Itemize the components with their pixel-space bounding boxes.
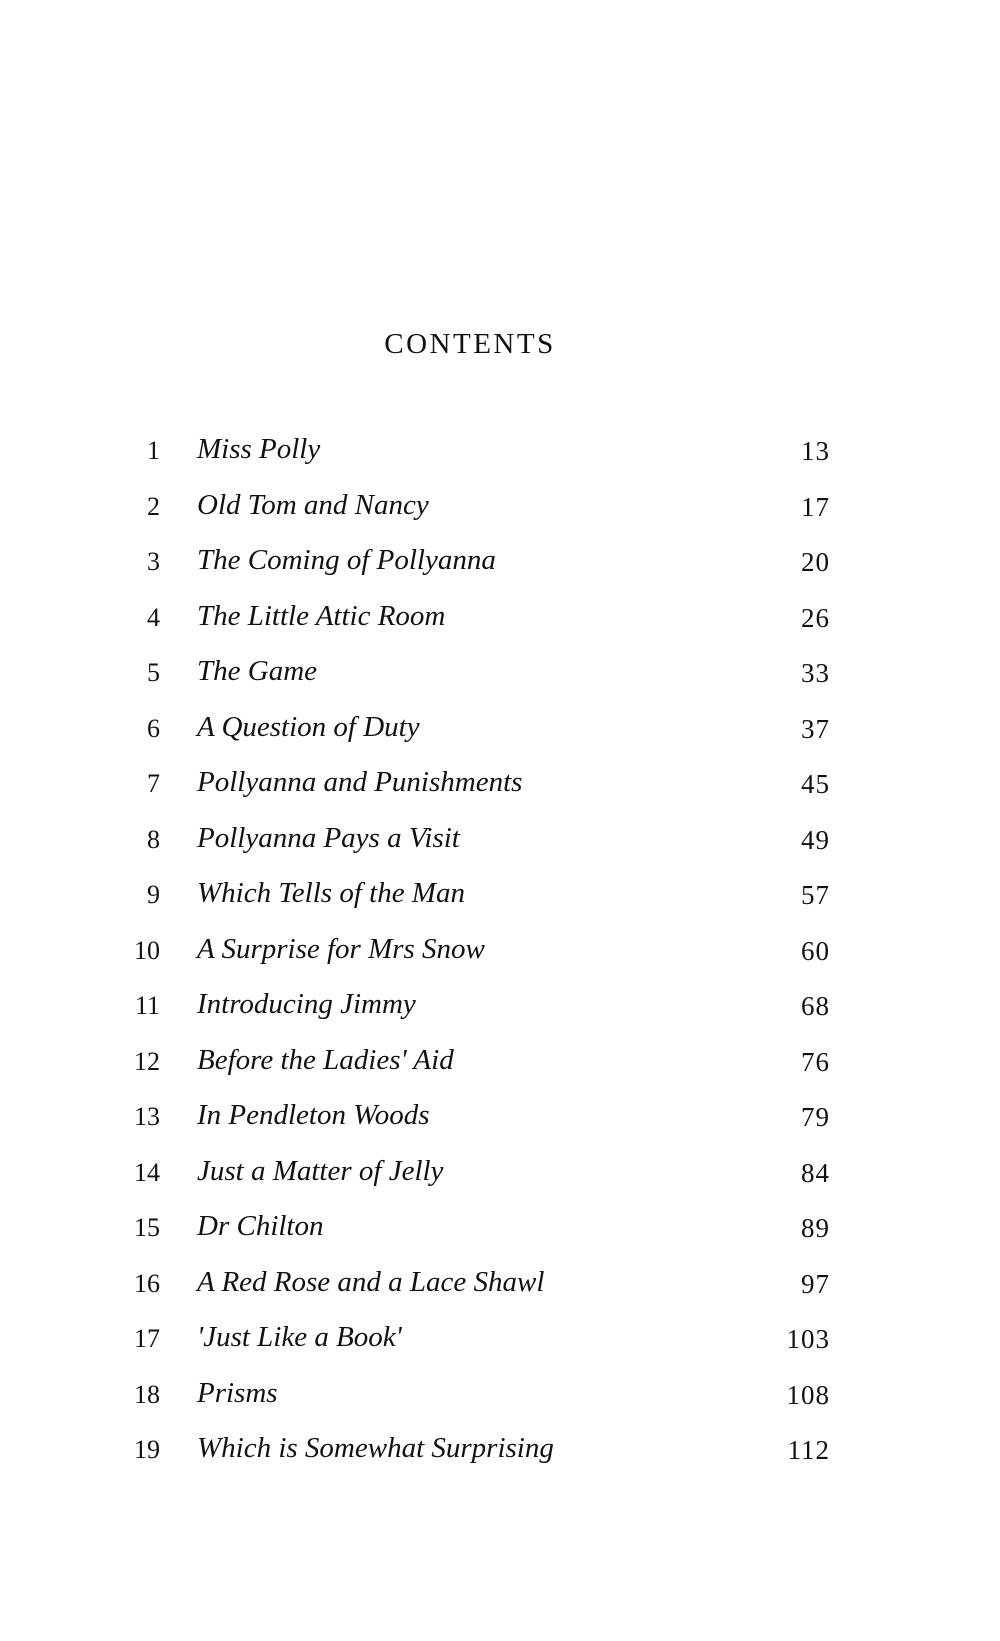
toc-entry bbox=[0, 599, 1000, 655]
page-number: 20 bbox=[801, 547, 830, 577]
toc-entry bbox=[0, 543, 1000, 599]
chapter-title: Miss Polly bbox=[197, 433, 321, 465]
page-number: 17 bbox=[801, 491, 830, 522]
page-title: CONTENTS bbox=[384, 328, 556, 360]
chapter-title: The Coming of Pollyanna bbox=[197, 544, 496, 576]
page-number: 33 bbox=[801, 658, 830, 688]
chapter-title: Which is Somewhat Surprising bbox=[197, 1432, 554, 1464]
chapter-number: 13 bbox=[134, 1102, 160, 1131]
chapter-number: 17 bbox=[134, 1324, 160, 1353]
toc-entry bbox=[0, 765, 1000, 821]
toc-entry bbox=[0, 1265, 1000, 1321]
chapter-number: 5 bbox=[147, 658, 160, 687]
page-number: 13 bbox=[801, 436, 830, 466]
chapter-number: 9 bbox=[147, 880, 160, 909]
page-number: 76 bbox=[801, 1046, 830, 1077]
chapter-number: 1 bbox=[147, 436, 160, 465]
chapter-title: The Game bbox=[197, 655, 318, 687]
chapter-title: Dr Chilton bbox=[197, 1210, 324, 1242]
chapter-number: 11 bbox=[134, 991, 160, 1020]
page-number: 68 bbox=[801, 991, 830, 1021]
chapter-title: Introducing Jimmy bbox=[197, 988, 416, 1020]
chapter-number: 19 bbox=[134, 1435, 160, 1464]
chapter-title: 'Just Like a Book' bbox=[197, 1321, 402, 1353]
chapter-number: 3 bbox=[147, 547, 160, 576]
toc-entry bbox=[0, 1376, 1000, 1432]
chapter-title: In Pendleton Woods bbox=[197, 1099, 430, 1131]
page-number: 45 bbox=[801, 769, 830, 799]
chapter-title: The Little Attic Room bbox=[197, 599, 446, 632]
chapter-number: 14 bbox=[134, 1157, 160, 1187]
page-number: 97 bbox=[801, 1268, 830, 1299]
page-number: 89 bbox=[801, 1213, 830, 1243]
page-number: 60 bbox=[801, 935, 830, 966]
page-number: 37 bbox=[801, 713, 830, 744]
chapter-number: 2 bbox=[147, 491, 160, 521]
page-number: 84 bbox=[801, 1157, 830, 1188]
chapter-title: Just a Matter of Jelly bbox=[197, 1154, 444, 1187]
chapter-number: 4 bbox=[147, 602, 160, 632]
chapter-number: 6 bbox=[147, 713, 160, 743]
chapter-title: A Red Rose and a Lace Shawl bbox=[197, 1265, 545, 1298]
toc-entry bbox=[0, 654, 1000, 710]
chapter-title: A Question of Duty bbox=[197, 710, 420, 743]
page-number: 79 bbox=[801, 1102, 830, 1132]
toc-entry bbox=[0, 932, 1000, 988]
toc-entry bbox=[0, 1320, 1000, 1376]
chapter-number: 12 bbox=[134, 1046, 160, 1076]
chapter-number: 7 bbox=[147, 769, 160, 798]
chapter-title: Before the Ladies' Aid bbox=[197, 1043, 454, 1076]
chapter-number: 18 bbox=[134, 1379, 160, 1409]
toc-entry bbox=[0, 1154, 1000, 1210]
chapter-number: 15 bbox=[134, 1213, 160, 1242]
chapter-title: Pollyanna and Punishments bbox=[197, 766, 523, 798]
page-number: 108 bbox=[786, 1379, 830, 1410]
chapter-number: 8 bbox=[147, 824, 160, 854]
page-number: 57 bbox=[801, 880, 830, 910]
toc-entry bbox=[0, 876, 1000, 932]
table-of-contents bbox=[0, 432, 1000, 1487]
page-number: 49 bbox=[801, 824, 830, 855]
chapter-title: Old Tom and Nancy bbox=[197, 488, 429, 521]
chapter-number: 10 bbox=[134, 935, 160, 965]
toc-entry bbox=[0, 710, 1000, 766]
toc-entry bbox=[0, 821, 1000, 877]
chapter-title: Pollyanna Pays a Visit bbox=[197, 821, 460, 854]
toc-entry bbox=[0, 432, 1000, 488]
toc-entry bbox=[0, 1431, 1000, 1487]
chapter-title: Which Tells of the Man bbox=[197, 877, 465, 909]
toc-entry bbox=[0, 488, 1000, 544]
toc-entry bbox=[0, 1209, 1000, 1265]
toc-entry bbox=[0, 1043, 1000, 1099]
page-number: 26 bbox=[801, 602, 830, 633]
chapter-title: A Surprise for Mrs Snow bbox=[197, 932, 485, 965]
page-number: 103 bbox=[786, 1324, 830, 1354]
chapter-number: 16 bbox=[134, 1268, 160, 1298]
page-number: 112 bbox=[787, 1435, 830, 1465]
toc-entry bbox=[0, 987, 1000, 1043]
chapter-title: Prisms bbox=[197, 1376, 278, 1409]
toc-entry bbox=[0, 1098, 1000, 1154]
